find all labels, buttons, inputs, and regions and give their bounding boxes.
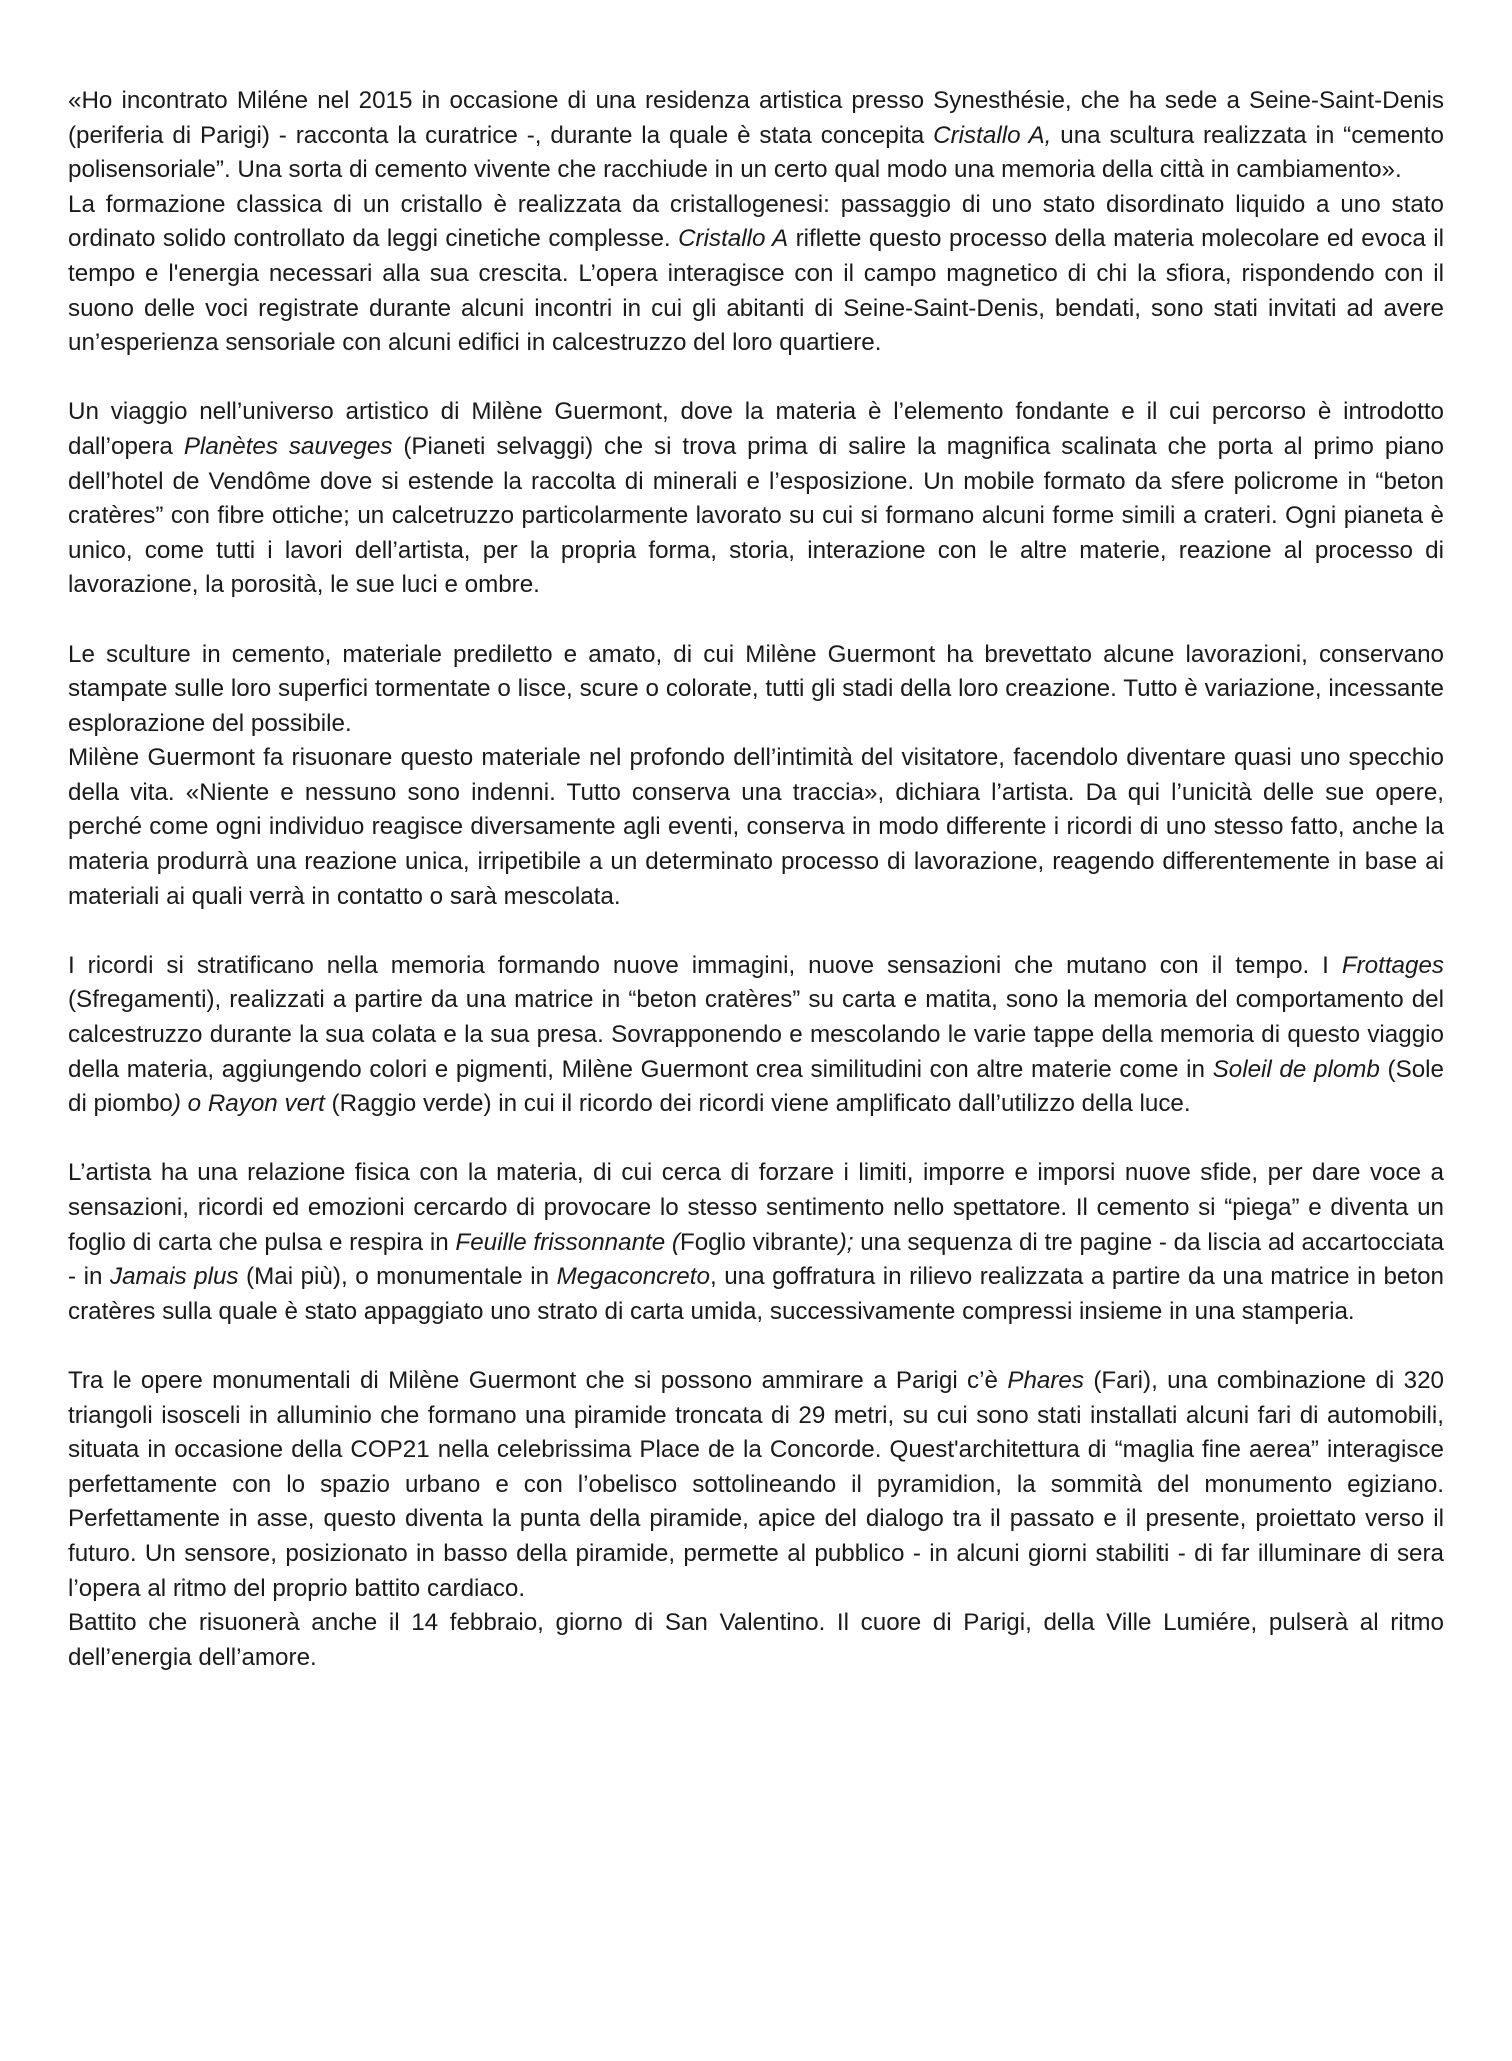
paragraph-gap [68,603,1444,638]
text-run: riflette questo processo della materia molecolare ed evoca il tempo e l'energia necessari alla sua crescita. L’opera interagisce con il campo magnetico di chi la sfiora, rispondendo con il suono delle voci registrate durante alcuni incontri in cui gli abitanti di Seine-Saint-Denis, bendati, sono stati invitati ad avere un’esperienza sensoriale con alcuni edifici in calcestruzzo del loro quartiere. [68,225,1444,357]
paragraph [68,949,1444,1122]
text-run: una sequenza di tre pagine - da liscia ad accartocciata - in [68,1228,1444,1291]
text-run: Milène Guermont fa risuonare questo materiale nel profondo dell’intimità del visitatore, facendolo diventare quasi uno specchio della vita. «Niente e nessuno sono indenni. Tutto conserva una traccia», dichiara l’artista. Da qui l’unicità delle sue opere, perché come ogni individuo reagisce diversamente agli eventi, conserva in modo differente i ricordi di uno stesso fatto, anche la materia produrrà una reazione unica, irripetibile a un determinato processo di lavorazione, reagendo differentemente in base ai materiali ai quali verrà in contatto o sarà mescolata. [68,744,1444,910]
italic-title: ); [838,1228,854,1256]
paragraph-gap [68,914,1444,949]
article-body [68,84,1444,1675]
text-run: (Pianeti selvaggi) che si trova prima di salire la magnifica scalinata che porta al primo piano dell’hotel de Vendôme dove si estende la raccolta di minerali e l’esposizione. Un mobile formato da sfere policrome in “beton cratères” con fibre ottiche; un calcetruzzo particolarmente lavorato su cui si formano alcuni forme simili a crateri. Ogni pianeta è unico, come tutti i lavori dell’artista, per la propria forma, storia, interazione con le altre materie, reazione al processo di lavorazione, la porosità, le sue luci e ombre. [68,432,1445,599]
italic-title: Cristallo A [678,225,789,253]
text-run: (Mai più), o monumentale in [238,1263,557,1291]
paragraph [68,741,1444,914]
text-run: L’artista ha una relazione fisica con la materia, di cui cerca di forzare i limiti, imporre e imporsi nuove sfide, per dare voce a sensazioni, ricordi ed emozioni cercardo di provocare lo stesso sentimento nello spettatore. Il cemento si “piega” e diventa un foglio di carta che pulsa e respira in [68,1159,1444,1256]
paragraph [68,84,1444,188]
text-run: (Sfregamenti), realizzati a partire da una matrice in “beton cratères” su carta e matita, sono la memoria del comportamento del calcestruzzo durante la sua colata e la sua presa. Sovrapponendo e mescolando le varie tappe della memoria di questo viaggio della materia, aggiungendo colori e pigmenti, Milène Guermont crea similitudini con altre materie come in [68,986,1444,1083]
text-run: (Raggio verde) in cui il ricordo dei ricordi viene amplificato dall’utilizzo della luce. [324,1090,1191,1118]
paragraph [68,1364,1444,1606]
paragraph [68,1156,1444,1329]
italic-title: ) o [172,1090,208,1118]
text-run: La formazione classica di un cristallo è realizzata da cristallogenesi: passaggio di uno stato disordinato liquido a uno stato ordinato solido controllato da leggi cinetiche complesse. [68,190,1444,253]
text-run: Un viaggio nell’universo artistico di Milène Guermont, dove la materia è l’elemento fondante e il cui percorso è introdotto dall’opera [68,398,1444,460]
paragraph-gap [68,1329,1444,1364]
paragraph [68,188,1444,361]
text-run: una scultura realizzata in “cemento polisensoriale”. Una sorta di cemento vivente che racchiude in un certo qual modo una memoria della città in cambiamento». [68,121,1444,184]
paragraph [68,1606,1444,1675]
italic-title: Megaconcreto [556,1263,710,1291]
italic-title: Planètes sauveges [183,432,393,460]
text-run: Tra le opere monumentali di Milène Guermont che si possono ammirare a Parigi c’è [68,1366,1008,1394]
text-run: (Sole di piombo [68,1055,1444,1118]
italic-title: Frottages [1341,951,1444,979]
text-run: Foglio vibrante [680,1228,839,1256]
italic-title: Feuille frissonnante ( [455,1228,680,1256]
italic-title: Phares [1007,1366,1084,1394]
italic-title: Jamais plus [109,1263,239,1291]
paragraph-gap [68,1122,1444,1157]
text-run: «Ho incontrato Miléne nel 2015 in occasione di una residenza artistica presso Synesthésie, che ha sede a Seine-Saint-Denis (periferia di Parigi) - racconta la curatrice -, durante la quale è stata concepita [68,87,1444,149]
italic-title: Cristallo A, [933,121,1052,149]
text-run: , una goffratura in rilievo realizzata a partire da una matrice in beton cratères sulla quale è stato appaggiato uno strato di carta umida, successivamente compressi insieme in una stamperia. [68,1263,1445,1325]
text-run: Battito che risuonerà anche il 14 febbraio, giorno di San Valentino. Il cuore di Parigi, della Ville Lumiére, pulserà al ritmo dell’energia dell’amore. [68,1609,1444,1671]
text-run: Le sculture in cemento, materiale prediletto e amato, di cui Milène Guermont ha brevettato alcune lavorazioni, conservano stampate sulle loro superfici tormentate o lisce, scure o colorate, tutti gli stadi della loro creazione. Tutto è variazione, incessante esplorazione del possibile. [68,640,1444,737]
paragraph [68,638,1444,742]
italic-title: Soleil de plomb [1212,1055,1380,1083]
text-run: I ricordi si stratificano nella memoria formando nuove immagini, nuove sensazioni che mutano con il tempo. I [68,951,1342,979]
italic-title: Rayon vert [207,1090,325,1118]
text-run: (Fari), una combinazione di 320 triangoli isosceli in alluminio che formano una piramide troncata di 29 metri, su cui sono stati installati alcuni fari di automobili, situata in occasione della COP21 nella celebrissima Place de la Concorde. Quest'architettura di “maglia fine aerea” interagisce perfettamente con lo spazio urbano e con l’obelisco sottolineando il pyramidion, la sommità del monumento egiziano. Perfettamente in asse, questo diventa la punta della piramide, apice del dialogo tra il passato e il presente, proiettato verso il futuro. Un sensore, posizionato in basso della piramide, permette al pubblico - in alcuni giorni stabiliti - di far illuminare di sera l’opera al ritmo del proprio battito cardiaco. [68,1366,1444,1602]
paragraph-gap [68,361,1444,396]
paragraph [68,395,1444,603]
